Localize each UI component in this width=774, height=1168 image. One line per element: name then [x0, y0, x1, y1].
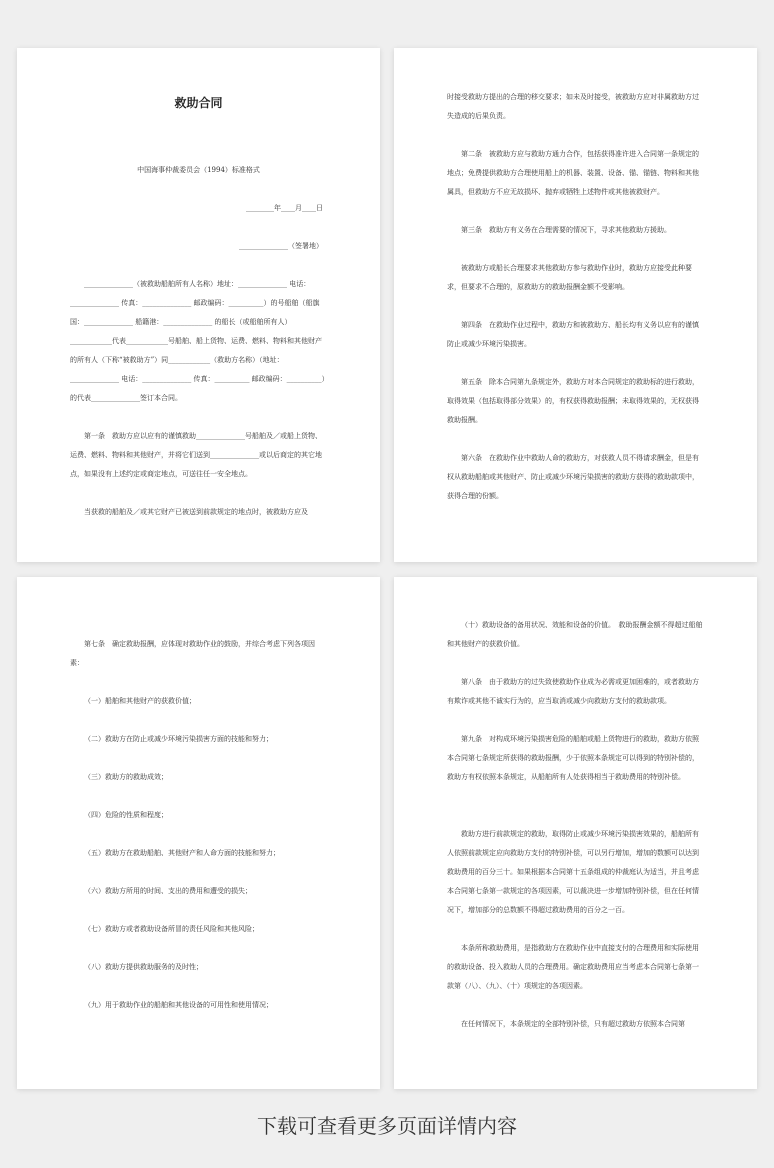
- document-page-3: [17, 577, 380, 1089]
- article-8: 第八条 由于救助方的过失致使救助作业成为必需或更加困难的，或者救助方有欺诈或其他不诚实行为的，应当取消或减少向救助方支付的救助款项。: [447, 678, 699, 705]
- paragraph: 被救助方或船长合理要求其他救助方参与救助作业时，救助方应接受此种要求，但要求不合理的，原救助方的救助报酬金额不受影响。: [447, 264, 692, 291]
- list-item: （二）救助方在防止或减少环境污染损害方面的技能和努力；: [84, 735, 273, 743]
- list-item: （七）救助方或者救助设备所冒的责任风险和其他风险；: [84, 925, 259, 933]
- document-page-4: [394, 577, 757, 1089]
- paragraph: （十）救助设备的备用状况、效能和设备的价值。 救助报酬金额不得超过船舶和其他财产的获救价值。: [447, 621, 703, 648]
- paragraph: 在任何情况下，本条规定的全部特别补偿，只有超过救助方依照本合同第: [461, 1020, 685, 1028]
- paragraph: 救助方进行前款规定的救助，取得防止或减少环境污染损害效果的，船舶所有人依照前款规定应向救助方支付的特别补偿，可以另行增加，增加的数额可以达到救助费用的百分三十。如果根据本合同第十五条组成的仲裁庭认为适当，并且考虑本合同第七条第一款规定的各项因素，可以裁决进一步增加特别补偿，但在任何情况下，增加部分的总数额不得超过救助费用的百分之一百。: [447, 830, 699, 914]
- list-item: （六）救助方所用的时间、支出的费用和遭受的损失；: [84, 887, 252, 895]
- article-7-intro: 第七条 确定救助报酬，应体现对救助作业的鼓励，并综合考虑下列各项因素：: [70, 640, 315, 667]
- paragraph: 本条所称救助费用，是指救助方在救助作业中直接支付的合理费用和实际使用的救助设备、投入救助人员的合理费用。确定救助费用应当考虑本合同第七条第一款第（八）、（九）、（十）项规定的各项因素。: [447, 944, 699, 990]
- article-1-continued: 当获救的船舶及／或其它财产已被送到前款规定的地点时，被救助方应及: [84, 508, 308, 516]
- document-page-2: [394, 48, 757, 562]
- list-item: （三）救助方的救助成效；: [84, 773, 168, 781]
- document-page-1: [17, 48, 380, 562]
- document-title: 救助合同: [174, 96, 223, 110]
- list-item: （五）救助方在救助船舶、其他财产和人命方面的技能和努力；: [84, 849, 280, 857]
- list-item: （一）船舶和其他财产的获救价值；: [84, 697, 196, 705]
- article-3: 第三条 救助方有义务在合理需要的情况下，寻求其他救助方援助。: [461, 226, 671, 234]
- date-line: ________年____月____日: [246, 204, 323, 212]
- article-9: 第九条 对构成环境污染损害危险的船舶或船上货物进行的救助，救助方依照本合同第七条规定所获得的救助报酬，少于依照本条规定可以得到的特别补偿的，救助方有权依照本条规定，从船舶所有人处获得相当于救助费用的特别补偿。: [447, 735, 699, 781]
- list-item: （九）用于救助作业的船舶和其他设备的可用性和使用情况；: [84, 1001, 273, 1009]
- list-item: （四）危险的性质和程度；: [84, 811, 168, 819]
- article-2: 第二条 被救助方应与救助方通力合作，包括获得准许进入合同第一条规定的地点；免费提供救助方合理使用船上的机器、装置、设备、锚、锚链、物料和其他属具，但救助方不应无故损坏、抛弃或牺牲上述物件或其他被救财产。: [447, 150, 699, 196]
- signing-place-line: ______________（签署地）: [239, 242, 323, 250]
- article-5: 第五条 除本合同第九条规定外，救助方对本合同规定的救助标的进行救助，取得效果（包括取得部分效果）的，有权获得救助报酬；未取得效果的，无权获得救助报酬。: [447, 378, 699, 424]
- list-item: （八）救助方提供救助服务的及时性；: [84, 963, 203, 971]
- article-1: 第一条 救助方应以应有的谨慎救助______________号船舶及／或船上货物、运费、燃料、物料和其他财产，并将它们送到______________或以后商定的其它地点，如果没有上述约定或商定地点，可送往任一安全地点。: [70, 432, 322, 478]
- download-more-caption[interactable]: 下载可查看更多页面详情内容: [257, 1114, 517, 1138]
- article-4: 第四条 在救助作业过程中，救助方和被救助方、船长均有义务以应有的谨慎防止或减少环境污染损害。: [447, 321, 699, 348]
- paragraph: 时接受救助方提出的合理的移交要求；如未及时接受，被救助方应对非属救助方过失造成的后果负责。: [447, 93, 699, 120]
- document-subtitle: 中国海事仲裁委员会（1994）标准格式: [137, 166, 260, 174]
- article-6: 第六条 在救助作业中救助人命的救助方，对获救人员不得请求酬金，但是有权从救助船舶或其他财产、防止或减少环境污染损害的救助方获得的救助款项中，获得合理的份额。: [447, 454, 699, 500]
- parties-paragraph: ______________（被救助船舶所有人名称）地址：______________ 电话：______________ 传真：______________ 邮政编码：__________）的号船舶（船旗国：______________ 船籍港：______________ 的船长（或船舶所有人）____________代表____________号船舶、船上货物、运费、燃料、物料和其他财产的所有人（下称“被救助方”）同____________（救助方名称）（地址：______________ 电话：______________ 传真：__________ 邮政编码：__________）的代表______________签订本合同。: [70, 280, 326, 402]
